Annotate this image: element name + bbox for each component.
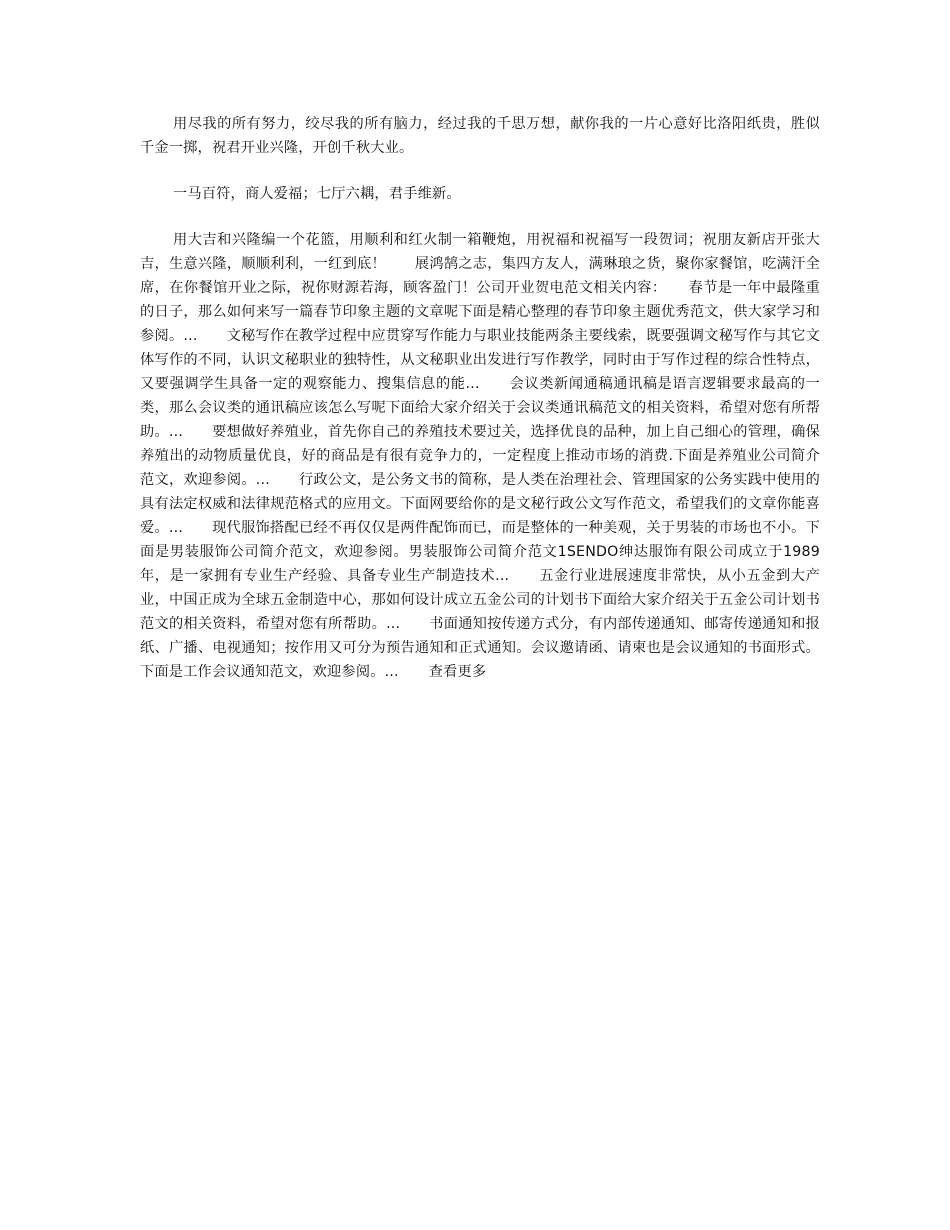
paragraph-related-content: [140, 228, 820, 684]
related-content-text: 用大吉和兴隆编一个花篮，用顺利和红火制一箱鞭炮，用祝福和祝福写一段贺词；祝朋友新店开张大吉，生意兴隆，顺顺利利，一红到底！ 展鸿鹄之志，集四方友人，满琳琅之货，聚你家餐馆，吃满汗全席，在你餐馆开业之际，祝你财源若海，顾客盈门！公司开业贺电范文相关内容： 春节是一年中最隆重的日子，那么如何来写一篇春节印象主题的文章呢下面是精心整理的春节印象主题优秀范文，供大家学习和参阅。... 文秘写作在教学过程中应贯穿写作能力与职业技能两条主要线索，既要强调文秘写作与其它文体写作的不同，认识文秘职业的独特性，从文秘职业出发进行写作教学，同时由于写作过程的综合性特点，又要强调学生具备一定的观察能力、搜集信息的能... 会议类新闻通稿通讯稿是语言逻辑要求最高的一类，那么会议类的通讯稿应该怎么写呢下面给大家介绍关于会议类通讯稿范文的相关资料，希望对您有所帮助。... 要想做好养殖业，首先你自己的养殖技术要过关，选择优良的品种，加上自己细心的管理，确保养殖出的动物质量优良，好的商品是有很有竞争力的，一定程度上推动市场的消费.下面是养殖业公司简介范文，欢迎参阅。... 行政公文，是公务文书的简称，是人类在治理社会、管理国家的公务实践中使用的具有法定权威和法律规范格式的应用文。下面网要给你的是文秘行政公文写作范文，希望我们的文章你能喜爱。... 现代服饰搭配已经不再仅仅是两件配饰而已，而是整体的一种美观，关于男装的市场也不小。下面是男装服饰公司简介范文，欢迎参阅。男装服饰公司简介范文1SENDO绅达服饰有限公司成立于1989年，是一家拥有专业生产经验、具备专业生产制造技术... 五金行业进展速度非常快，从小五金到大产业，中国正成为全球五金制造中心，那如何设计成立五金公司的计划书下面给大家介绍关于五金公司计划书范文的相关资料，希望对您有所帮助。... 书面通知按传递方式分，有内部传递通知、邮寄传递通知和报纸、广播、电视通知；按作用又可分为预告通知和正式通知。会议邀请函、请柬也是会议通知的书面形式。下面是工作会议通知范文，欢迎参阅。...: [140, 232, 820, 680]
view-more-link[interactable]: 查看更多: [428, 664, 487, 680]
paragraph-couplet: 一马百符，商人爱福；七厅六耦，君手维新。: [173, 186, 461, 202]
document-body: [140, 112, 820, 684]
paragraph-opening-blessing: 用尽我的所有努力，绞尽我的所有脑力，经过我的千思万想，献你我的一片心意好比洛阳纸贵，胜似千金一掷，祝君开业兴隆，开创千秋大业。: [140, 116, 820, 156]
